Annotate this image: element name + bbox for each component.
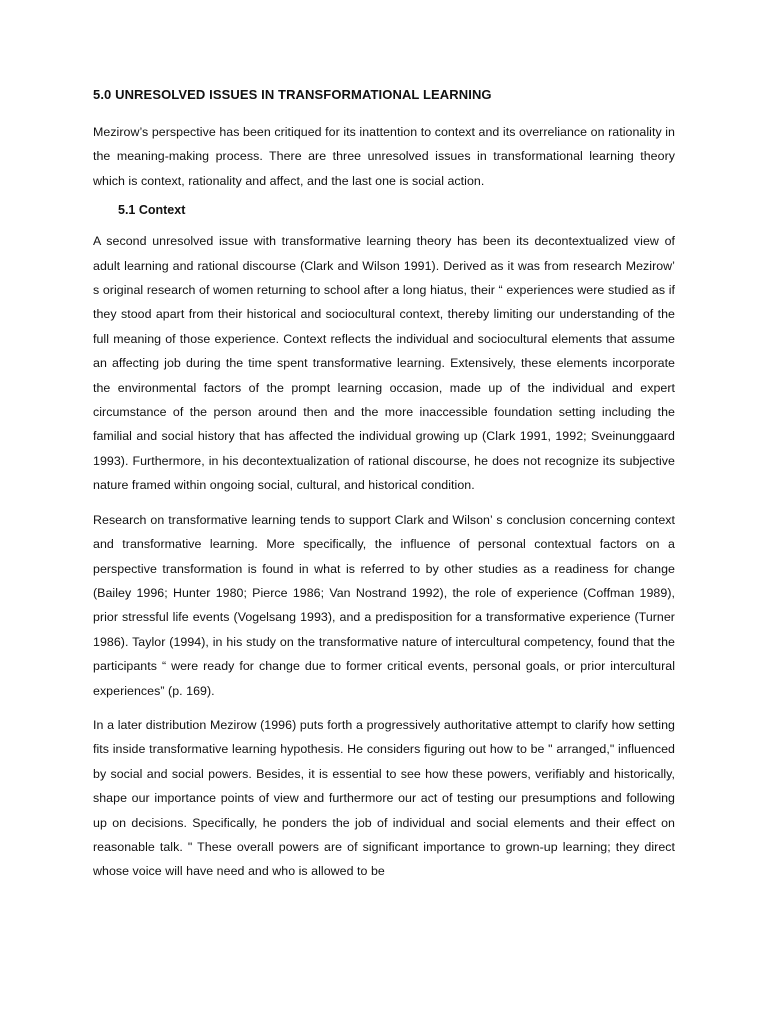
intro-paragraph: Mezirow’s perspective has been critiqued for its inattention to context and its overreliance on rationality in the meaning-making process. There are three unresolved issues in transformational learning theory which is context, rationality and affect, and the last one is social action.: [93, 125, 675, 188]
section-heading: 5.0 UNRESOLVED ISSUES IN TRANSFORMATIONAL LEARNING: [93, 87, 492, 102]
body-paragraph: In a later distribution Mezirow (1996) puts forth a progressively authoritative attempt to clarify how setting fits inside transformative learning hypothesis. He considers figuring out how to be " arranged," influenced by social and social powers. Besides, it is essential to see how these powers, verifiably and historically, shape our importance points of view and furthermore our act of testing our presumptions and following up on decisions. Specifically, he ponders the job of individual and social elements and their effect on reasonable talk. " These overall powers are of significant importance to grown-up learning; they direct whose voice will have need and who is allowed to be: [93, 717, 675, 879]
body-paragraph: A second unresolved issue with transformative learning theory has been its decontextualized view of adult learning and rational discourse (Clark and Wilson 1991). Derived as it was from research Mezirow’ s original research of women returning to school after a long hiatus, their “ experiences were studied as if they stood apart from their historical and sociocultural context, thereby limiting our understanding of the full meaning of those experience. Context reflects the individual and sociocultural elements that assume an affecting job during the time spent transformative learning. Extensively, these elements incorporate the environmental factors of the prompt learning occasion, made up of the individual and expert circumstance of the person around then and the more inaccessible foundation setting including the familial and social history that has affected the individual growing up (Clark 1991, 1992; Sveinunggaard 1993). Furthermore, in his decontextualization of rational discourse, he does not recognize its subjective nature framed within ongoing social, cultural, and historical condition.: [93, 234, 675, 493]
subsection-heading: 5.1 Context: [118, 203, 186, 218]
body-paragraph: Research on transformative learning tends to support Clark and Wilson’ s conclusion concerning context and transformative learning. More specifically, the influence of personal contextual factors on a perspective transformation is found in what is referred to by other studies as a readiness for change (Bailey 1996; Hunter 1980; Pierce 1986; Van Nostrand 1992), the role of experience (Coffman 1989), prior stressful life events (Vogelsang 1993), and a predisposition for a transformative experience (Turner 1986). Taylor (1994), in his study on the transformative nature of intercultural competency, found that the participants “ were ready for change due to former critical events, personal goals, or prior intercultural experiences” (p. 169).: [93, 512, 675, 698]
